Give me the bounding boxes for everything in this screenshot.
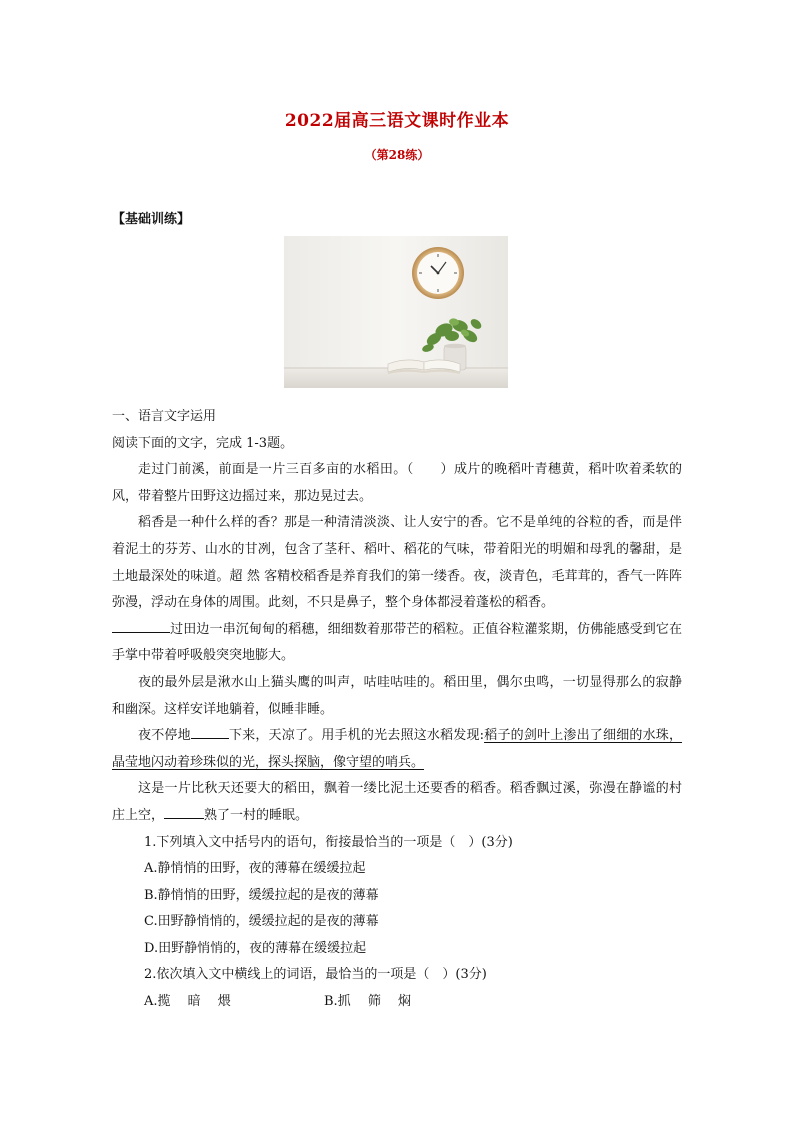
passage-paragraph-5 xyxy=(112,776,682,829)
passage-text: 夜不停地 xyxy=(138,728,191,744)
question-2-stem: 2.依次填入文中横线上的词语，最恰当的一项是（ ）(3分) xyxy=(144,967,487,983)
question-2-option-b[interactable]: B.抓 筛 焖 xyxy=(324,994,411,1010)
question-2-options xyxy=(112,989,682,1016)
section-tag: 【基础训练】 xyxy=(112,212,191,227)
clock-plant-photo xyxy=(284,236,508,388)
wall-clock-icon xyxy=(412,247,464,299)
open-book-icon xyxy=(388,360,460,374)
part-heading: 一、语言文字运用 xyxy=(112,409,217,424)
fill-blank-3[interactable] xyxy=(164,804,204,819)
instruction-text: 阅读下面的文字，完成 1-3题。 xyxy=(112,435,294,451)
fill-blank-2[interactable] xyxy=(191,724,229,739)
question-2-option-a[interactable]: A.揽 暗 煨 xyxy=(144,994,231,1010)
question-1-option-d[interactable]: D.田野静悄悄的，夜的薄幕在缓缓拉起 xyxy=(144,940,367,956)
passage-text: 这是一片比秋天还要大的稻田，飘着一缕比泥土还要香的稻香。稻香飘过溪，弥漫在静谧的村庄上空， xyxy=(112,781,682,823)
underlined-sentence: 稻子的剑叶上渗出了细细的水珠，晶莹地闪动着珍珠似的光，探头探脑，像守望的哨兵。 xyxy=(112,728,682,770)
reading-passage xyxy=(112,404,682,1016)
passage-paragraph-4 xyxy=(112,723,682,776)
passage-paragraph-1: 走过门前溪，前面是一片三百多亩的水稻田。（ ）成片的晚稻叶青穗黄，稻叶吹着柔软的风，带着整片田野这边摇过来，那边晃过去。 xyxy=(112,462,682,504)
photo-illustration xyxy=(284,236,508,388)
passage-paragraph-2b xyxy=(112,617,682,670)
passage-text: 下来，天凉了。用手机的光去照这水稻发现: xyxy=(228,728,485,744)
question-1-option-a[interactable]: A.静悄悄的田野，夜的薄幕在缓缓拉起 xyxy=(144,861,366,877)
question-1-option-b[interactable]: B.静悄悄的田野，缓缓拉起的是夜的薄幕 xyxy=(144,887,379,903)
passage-text: 熟了一村的睡眠。 xyxy=(204,807,309,823)
question-1-stem: 1.下列填入文中括号内的语句，衔接最恰当的一项是（ ）(3分) xyxy=(144,834,513,850)
page-title: 2022届高三语文课时作业本 xyxy=(284,111,510,131)
passage-paragraph-2: 稻香是一种什么样的香？那是一种清清淡淡、让人安宁的香。它不是单纯的谷粒的香，而是伴着泥土的芬芳、山水的甘冽，包含了茎秆、稻叶、稻花的气味，带着阳光的明媚和母乳的馨甜，是土地最深处的味道。超 然 客精校稻香是养育我们的第一缕香。夜，淡青色，毛茸茸的，香气一阵阵弥漫，浮动在身体的周围。此刻，不只是鼻子，整个身体都浸着蓬松的稻香。 xyxy=(112,515,682,611)
question-1-option-c[interactable]: C.田野静悄悄的，缓缓拉起的是夜的薄幕 xyxy=(144,914,379,930)
page-subtitle: （第28练） xyxy=(364,148,430,162)
passage-text: 过田边一串沉甸甸的稻穗，细细数着那带芒的稻粒。正值谷粒灌浆期，仿佛能感受到它在手掌中带着呼吸般突突地膨大。 xyxy=(112,621,682,664)
fill-blank-1[interactable] xyxy=(112,618,170,633)
passage-paragraph-3: 夜的最外层是湫水山上猫头鹰的叫声，咕哇咕哇的。稻田里，偶尔虫鸣，一切显得那么的寂静和幽深。这样安详地躺着，似睡非睡。 xyxy=(112,674,682,717)
